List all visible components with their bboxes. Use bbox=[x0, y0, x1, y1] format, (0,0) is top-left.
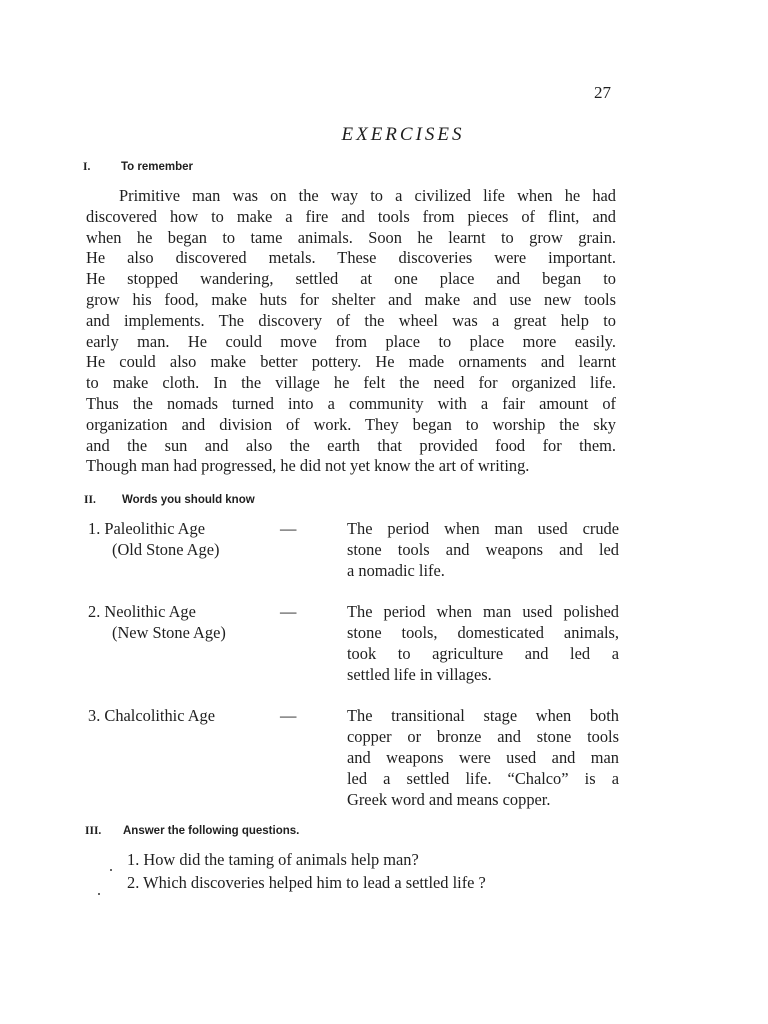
term-definition bbox=[347, 601, 619, 685]
print-speck bbox=[110, 869, 112, 871]
paragraph-line: and implements. The discovery of the wheel was a great help to bbox=[86, 310, 616, 330]
page-number: 27 bbox=[594, 83, 611, 102]
section-heading-to-remember bbox=[83, 161, 193, 173]
definition-line: The period when man used polished bbox=[347, 602, 619, 621]
section-heading-questions bbox=[85, 825, 299, 837]
term-name: 1. Paleolithic Age bbox=[88, 519, 205, 538]
paragraph-line: He stopped wandering, settled at one place and began to bbox=[86, 269, 616, 289]
paragraph-line: Though man had progressed, he did not yet know the art of writing. bbox=[86, 456, 530, 476]
definition-line: The transitional stage when both bbox=[347, 706, 619, 725]
paragraph-line: Thus the nomads turned into a community with a fair amount of bbox=[86, 393, 616, 413]
section-number: II. bbox=[84, 494, 96, 506]
definition-line: copper or bronze and stone tools bbox=[347, 727, 619, 746]
paragraph-line: to make cloth. In the village he felt the need for organized life. bbox=[86, 373, 616, 393]
paragraph-line: Primitive man was on the way to a civilized life when he had bbox=[119, 186, 616, 205]
term-dash: — bbox=[280, 519, 297, 538]
paragraph-line: discovered how to make a fire and tools from pieces of flint, and bbox=[86, 206, 616, 226]
definition-line: and weapons were used and man bbox=[347, 748, 619, 767]
paragraph-line: and the sun and also the earth that provided food for them. bbox=[86, 435, 616, 455]
paragraph-line: He could also make better pottery. He made ornaments and learnt bbox=[86, 352, 616, 372]
definition-line: settled life in villages. bbox=[347, 665, 492, 684]
term-name: 3. Chalcolithic Age bbox=[88, 706, 216, 725]
term-name: 2. Neolithic Age bbox=[88, 602, 196, 621]
print-speck bbox=[98, 893, 100, 895]
term-definition bbox=[347, 705, 619, 810]
term-dash: — bbox=[280, 706, 297, 725]
definition-line: Greek word and means copper. bbox=[347, 790, 551, 809]
paragraph-to-remember bbox=[86, 186, 616, 477]
term-definition bbox=[347, 518, 619, 581]
definition-line: stone tools, domesticated animals, bbox=[347, 623, 619, 642]
paragraph-line: organization and division of work. They began to worship the sky bbox=[86, 414, 616, 434]
section-heading-words bbox=[84, 494, 255, 506]
paragraph-line: early man. He could move from place to place more easily. bbox=[86, 331, 616, 351]
paragraph-line: when he began to tame animals. Soon he learnt to grow grain. bbox=[86, 227, 616, 247]
word-term bbox=[88, 601, 268, 643]
section-number: I. bbox=[83, 161, 91, 173]
section-number: III. bbox=[85, 825, 102, 837]
question-item: 1. How did the taming of animals help man? bbox=[127, 850, 419, 869]
term-alt-name: (Old Stone Age) bbox=[112, 540, 220, 559]
definition-line: The period when man used crude bbox=[347, 519, 619, 538]
section-heading-text: Answer the following questions. bbox=[123, 825, 300, 837]
term-dash: — bbox=[280, 602, 297, 621]
page-title: EXERCISES bbox=[341, 124, 465, 145]
section-heading-text: Words you should know bbox=[122, 494, 255, 506]
paragraph-line: grow his food, make huts for shelter and make and use new tools bbox=[86, 289, 616, 309]
section-heading-text: To remember bbox=[121, 161, 194, 173]
term-alt-name: (New Stone Age) bbox=[112, 623, 226, 642]
paragraph-line: He also discovered metals. These discoveries were important. bbox=[86, 248, 616, 268]
definition-line: took to agriculture and led a bbox=[347, 644, 619, 663]
definition-line: stone tools and weapons and led bbox=[347, 540, 619, 559]
definition-line: led a settled life. “Chalco” is a bbox=[347, 769, 619, 788]
definition-line: a nomadic life. bbox=[347, 561, 445, 580]
question-item: 2. Which discoveries helped him to lead a settled life ? bbox=[127, 873, 486, 892]
word-term bbox=[88, 518, 268, 560]
word-term bbox=[88, 705, 268, 726]
